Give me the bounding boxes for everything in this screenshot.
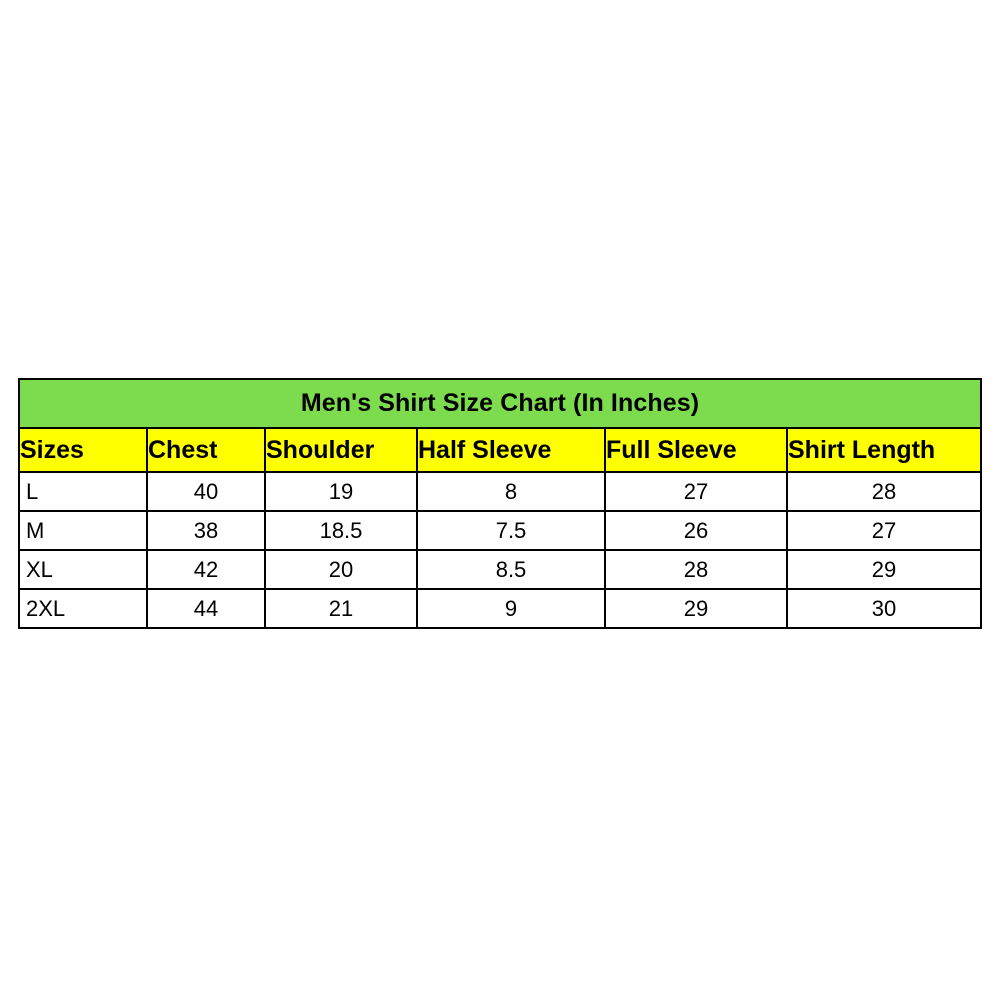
size-chart-table xyxy=(18,378,982,629)
cell-size: 2XL xyxy=(19,589,147,628)
cell-shirt-length: 28 xyxy=(787,472,981,511)
cell-size: XL xyxy=(19,550,147,589)
column-header-shirt-length: Shirt Length xyxy=(787,428,981,472)
column-header-full-sleeve: Full Sleeve xyxy=(605,428,787,472)
table-title-row xyxy=(19,379,981,428)
column-header-half-sleeve: Half Sleeve xyxy=(417,428,605,472)
column-header-chest: Chest xyxy=(147,428,265,472)
chart-title: Men's Shirt Size Chart (In Inches) xyxy=(19,379,981,428)
cell-shirt-length: 29 xyxy=(787,550,981,589)
cell-full-sleeve: 28 xyxy=(605,550,787,589)
cell-size: L xyxy=(19,472,147,511)
cell-chest: 38 xyxy=(147,511,265,550)
table-header-row xyxy=(19,428,981,472)
cell-chest: 40 xyxy=(147,472,265,511)
cell-shirt-length: 30 xyxy=(787,589,981,628)
cell-shirt-length: 27 xyxy=(787,511,981,550)
cell-shoulder: 18.5 xyxy=(265,511,417,550)
cell-half-sleeve: 9 xyxy=(417,589,605,628)
table-row xyxy=(19,589,981,628)
cell-full-sleeve: 27 xyxy=(605,472,787,511)
table-row xyxy=(19,511,981,550)
cell-full-sleeve: 29 xyxy=(605,589,787,628)
size-chart-container xyxy=(18,378,980,629)
cell-size: M xyxy=(19,511,147,550)
cell-half-sleeve: 8.5 xyxy=(417,550,605,589)
cell-full-sleeve: 26 xyxy=(605,511,787,550)
cell-chest: 42 xyxy=(147,550,265,589)
cell-half-sleeve: 8 xyxy=(417,472,605,511)
cell-half-sleeve: 7.5 xyxy=(417,511,605,550)
table-row xyxy=(19,472,981,511)
cell-shoulder: 21 xyxy=(265,589,417,628)
column-header-shoulder: Shoulder xyxy=(265,428,417,472)
cell-chest: 44 xyxy=(147,589,265,628)
column-header-sizes: Sizes xyxy=(19,428,147,472)
cell-shoulder: 19 xyxy=(265,472,417,511)
cell-shoulder: 20 xyxy=(265,550,417,589)
table-row xyxy=(19,550,981,589)
